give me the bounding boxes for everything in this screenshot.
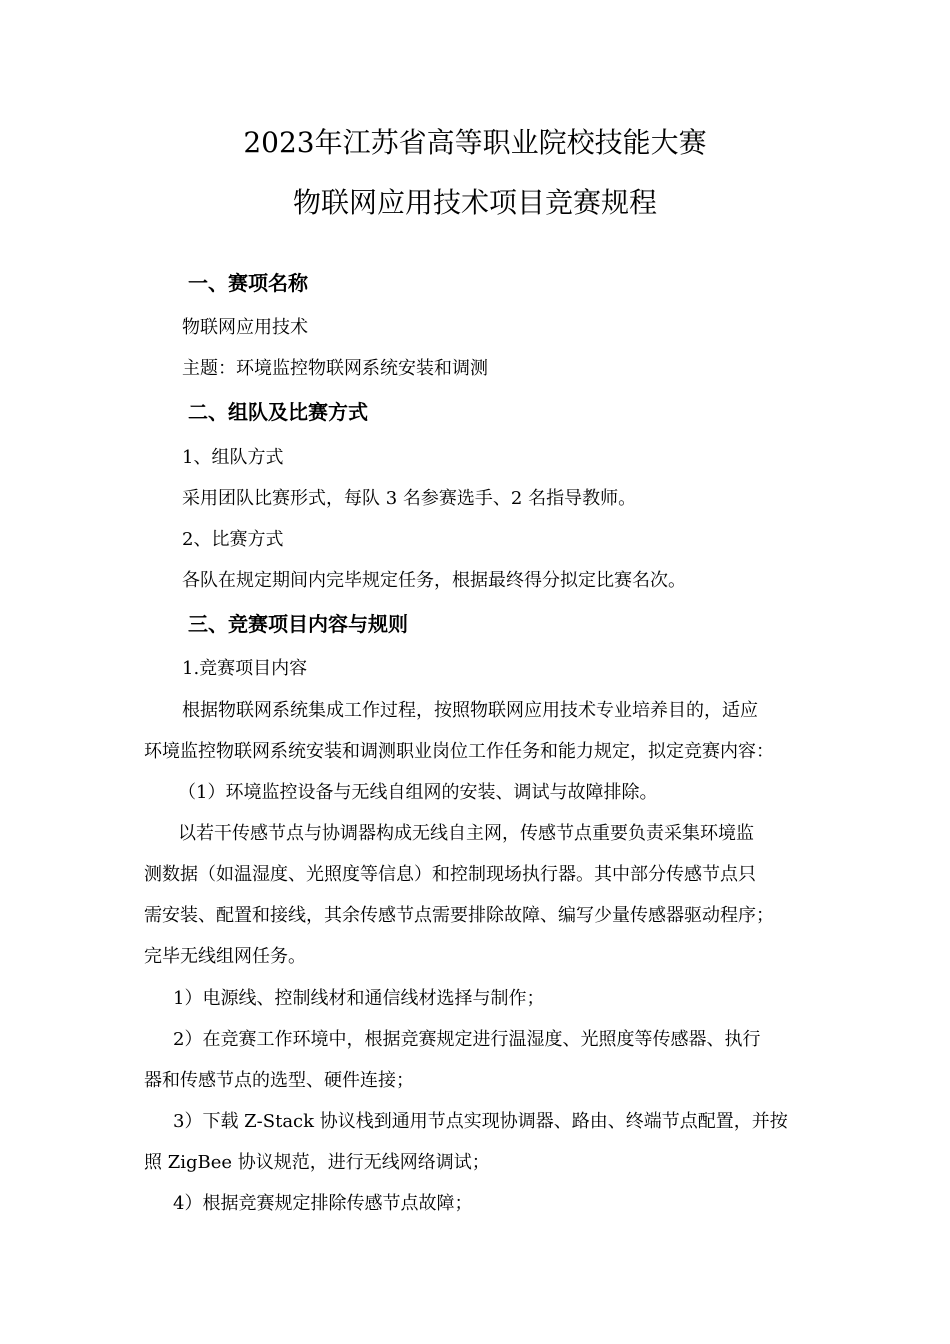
paragraph-line: 测数据（如温湿度、光照度等信息）和控制现场执行器。其中部分传感节点只 [144, 864, 756, 885]
paragraph-line: 根据物联网系统集成工作过程，按照物联网应用技术专业培养目的，适应 [182, 700, 758, 721]
paragraph-line: 器和传感节点的选型、硬件连接； [144, 1070, 414, 1091]
title-line-1: 2023年江苏省高等职业院校技能大赛 [243, 126, 707, 159]
paragraph-line: 2、比赛方式 [182, 529, 284, 550]
paragraph-line: 采用团队比赛形式，每队 3 名参赛选手、2 名指导教师。 [182, 488, 637, 509]
paragraph-line: 3）下载 Z-Stack 协议栈到通用节点实现协调器、路由、终端节点配置，并按 [173, 1111, 788, 1132]
paragraph-line: 2）在竞赛工作环境中，根据竞赛规定进行温湿度、光照度等传感器、执行 [173, 1029, 761, 1050]
section-heading-1: 一、赛项名称 [188, 271, 308, 295]
paragraph-line: 照 ZigBee 协议规范，进行无线网络调试； [144, 1152, 490, 1173]
paragraph-line: 完毕无线组网任务。 [144, 946, 306, 967]
paragraph-line: 1.竞赛项目内容 [182, 658, 308, 679]
paragraph-line: 1、组队方式 [182, 447, 284, 468]
paragraph-line: 物联网应用技术 [182, 317, 308, 338]
paragraph-line: 主题：环境监控物联网系统安装和调测 [182, 358, 488, 379]
paragraph-line: 各队在规定期间内完毕规定任务，根据最终得分拟定比赛名次。 [182, 570, 686, 591]
paragraph-line: 1）电源线、控制线材和通信线材选择与制作； [173, 988, 545, 1009]
paragraph-line: 需安装、配置和接线，其余传感节点需要排除故障、编写少量传感器驱动程序； [144, 905, 774, 926]
section-heading-3: 三、竞赛项目内容与规则 [188, 612, 408, 636]
paragraph-line: （1）环境监控设备与无线自组网的安装、调试与故障排除。 [178, 782, 658, 803]
section-heading-2: 二、组队及比赛方式 [188, 400, 368, 424]
paragraph-line: 4）根据竞赛规定排除传感节点故障； [173, 1193, 473, 1214]
title-line-2: 物联网应用技术项目竞赛规程 [292, 186, 657, 219]
paragraph-line: 以若干传感节点与协调器构成无线自主网，传感节点重要负责采集环境监 [178, 823, 754, 844]
paragraph-line: 环境监控物联网系统安装和调测职业岗位工作任务和能力规定，拟定竞赛内容： [144, 741, 774, 762]
